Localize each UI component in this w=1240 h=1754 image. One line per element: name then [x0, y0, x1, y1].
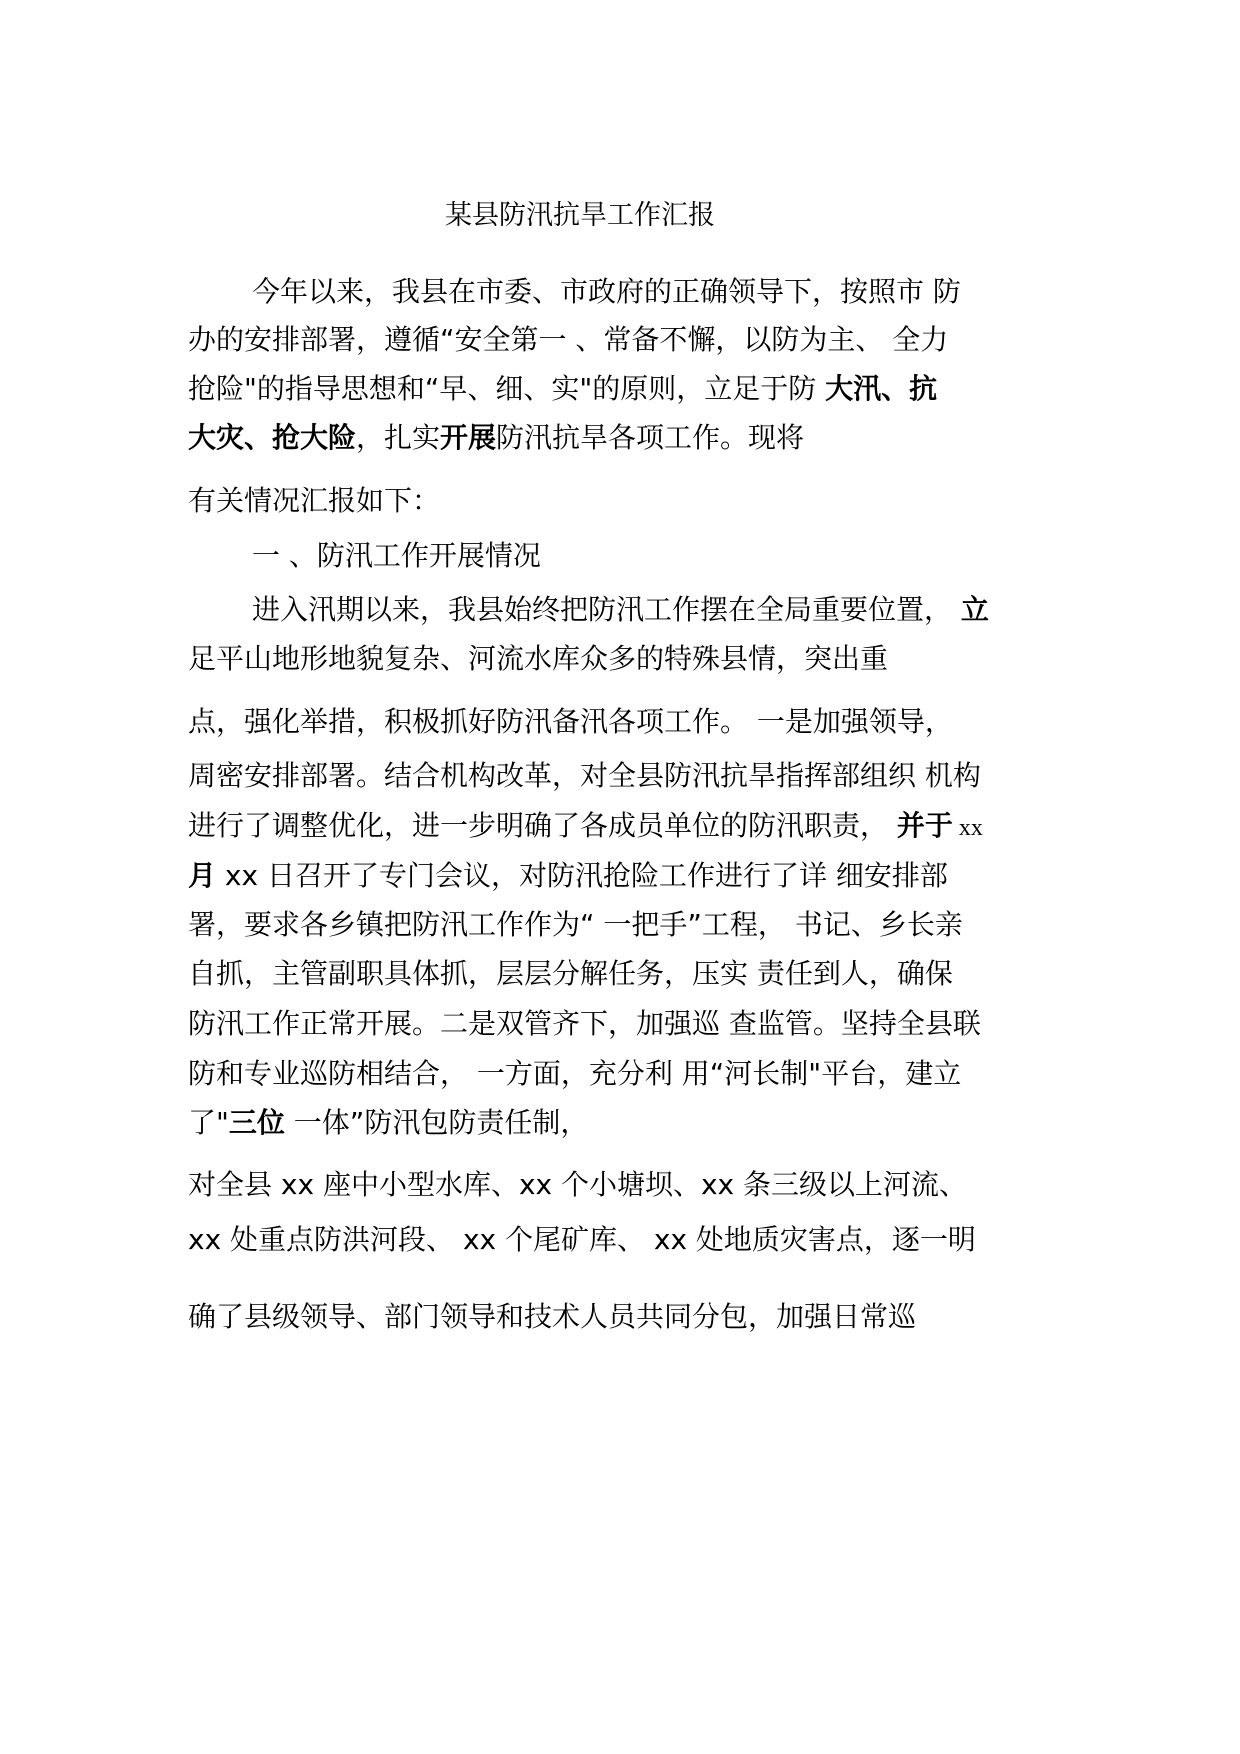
paragraph-line [188, 369, 937, 409]
text-run: 防汛抗旱各项工作。现将 [496, 421, 805, 454]
paragraph-line: 防和专业巡防相结合， 一方面，充分利 用“河长制"平台，建立 [188, 1057, 962, 1090]
paragraph-line: xx 处重点防洪河段、 xx 个尾矿库、 xx 处地质灾害点，逐一明 [188, 1223, 976, 1256]
bold-text-run: 立 [960, 593, 989, 626]
text-run: 进入汛期以来，我县始终把防汛工作摆在全局重要位置， [252, 593, 961, 626]
paragraph-line: 今年以来，我县在市委、市政府的正确领导下，按照市 防 [252, 275, 961, 308]
bold-text-run: 大汛、抗 [825, 372, 938, 405]
bold-text-run: 并于 [896, 809, 953, 842]
section-heading: 一 、防汛工作开展情况 [252, 539, 541, 572]
document-title: 某县防汛抗旱工作汇报 [445, 200, 715, 231]
paragraph-line [252, 590, 989, 630]
bold-text-run: 月 [188, 859, 217, 892]
paragraph-line: 有关情况汇报如下： [188, 484, 441, 517]
paragraph-line [188, 418, 804, 458]
bold-text-run: 三位 [228, 1106, 285, 1139]
text-run: xx 日召开了专门会议，对防汛抢险工作进行了详 细安排部 [216, 859, 948, 892]
text-run: 抢险"的指导思想和“早、细、实"的原则，立足于防 [188, 372, 826, 405]
paragraph-line: 署，要求各乡镇把防汛工作作为“ 一把手”工程， 书记、乡长亲 [188, 908, 963, 941]
paragraph-line: 确了县级领导、部门领导和技术人员共同分包，加强日常巡 [188, 1300, 917, 1333]
paragraph-line: 足平山地形地貌复杂、河流水库众多的特殊县情，突出重 [188, 642, 889, 675]
paragraph-line [188, 806, 983, 848]
paragraph-line: 自抓，主管副职具体抓，层层分解任务，压实 责任到人，确保 [188, 957, 953, 990]
text-run: 了" [188, 1106, 229, 1139]
bold-text-run: 大灾、抢大险 [188, 421, 357, 454]
paragraph-line: 办的安排部署，遵循“安全第一 、常备不懈，以防为主、 全力 [188, 323, 949, 356]
text-run: 进行了调整优化，进一步明确了各成员单位的防汛职责， [188, 809, 897, 842]
bold-text-run: 开展 [440, 421, 497, 454]
text-run: 一体”防汛包防责任制， [284, 1106, 589, 1139]
paragraph-line [188, 1103, 588, 1143]
text-run: ，扎实 [356, 421, 441, 454]
paragraph-line [188, 856, 948, 896]
paragraph-line: 防汛工作正常开展。二是双管齐下，加强巡 查监管。坚持全县联 [188, 1007, 981, 1040]
paragraph-line: 对全县 xx 座中小型水库、xx 个小塘坝、xx 条三级以上河流、 [188, 1168, 968, 1201]
paragraph-line: 周密安排部署。结合机构改革，对全县防汛抗旱指挥部组织 机构 [188, 759, 981, 792]
text-run: xx [952, 815, 983, 841]
paragraph-line: 点，强化举措，积极抓好防汛备汛各项工作。 一是加强领导， [188, 705, 953, 738]
